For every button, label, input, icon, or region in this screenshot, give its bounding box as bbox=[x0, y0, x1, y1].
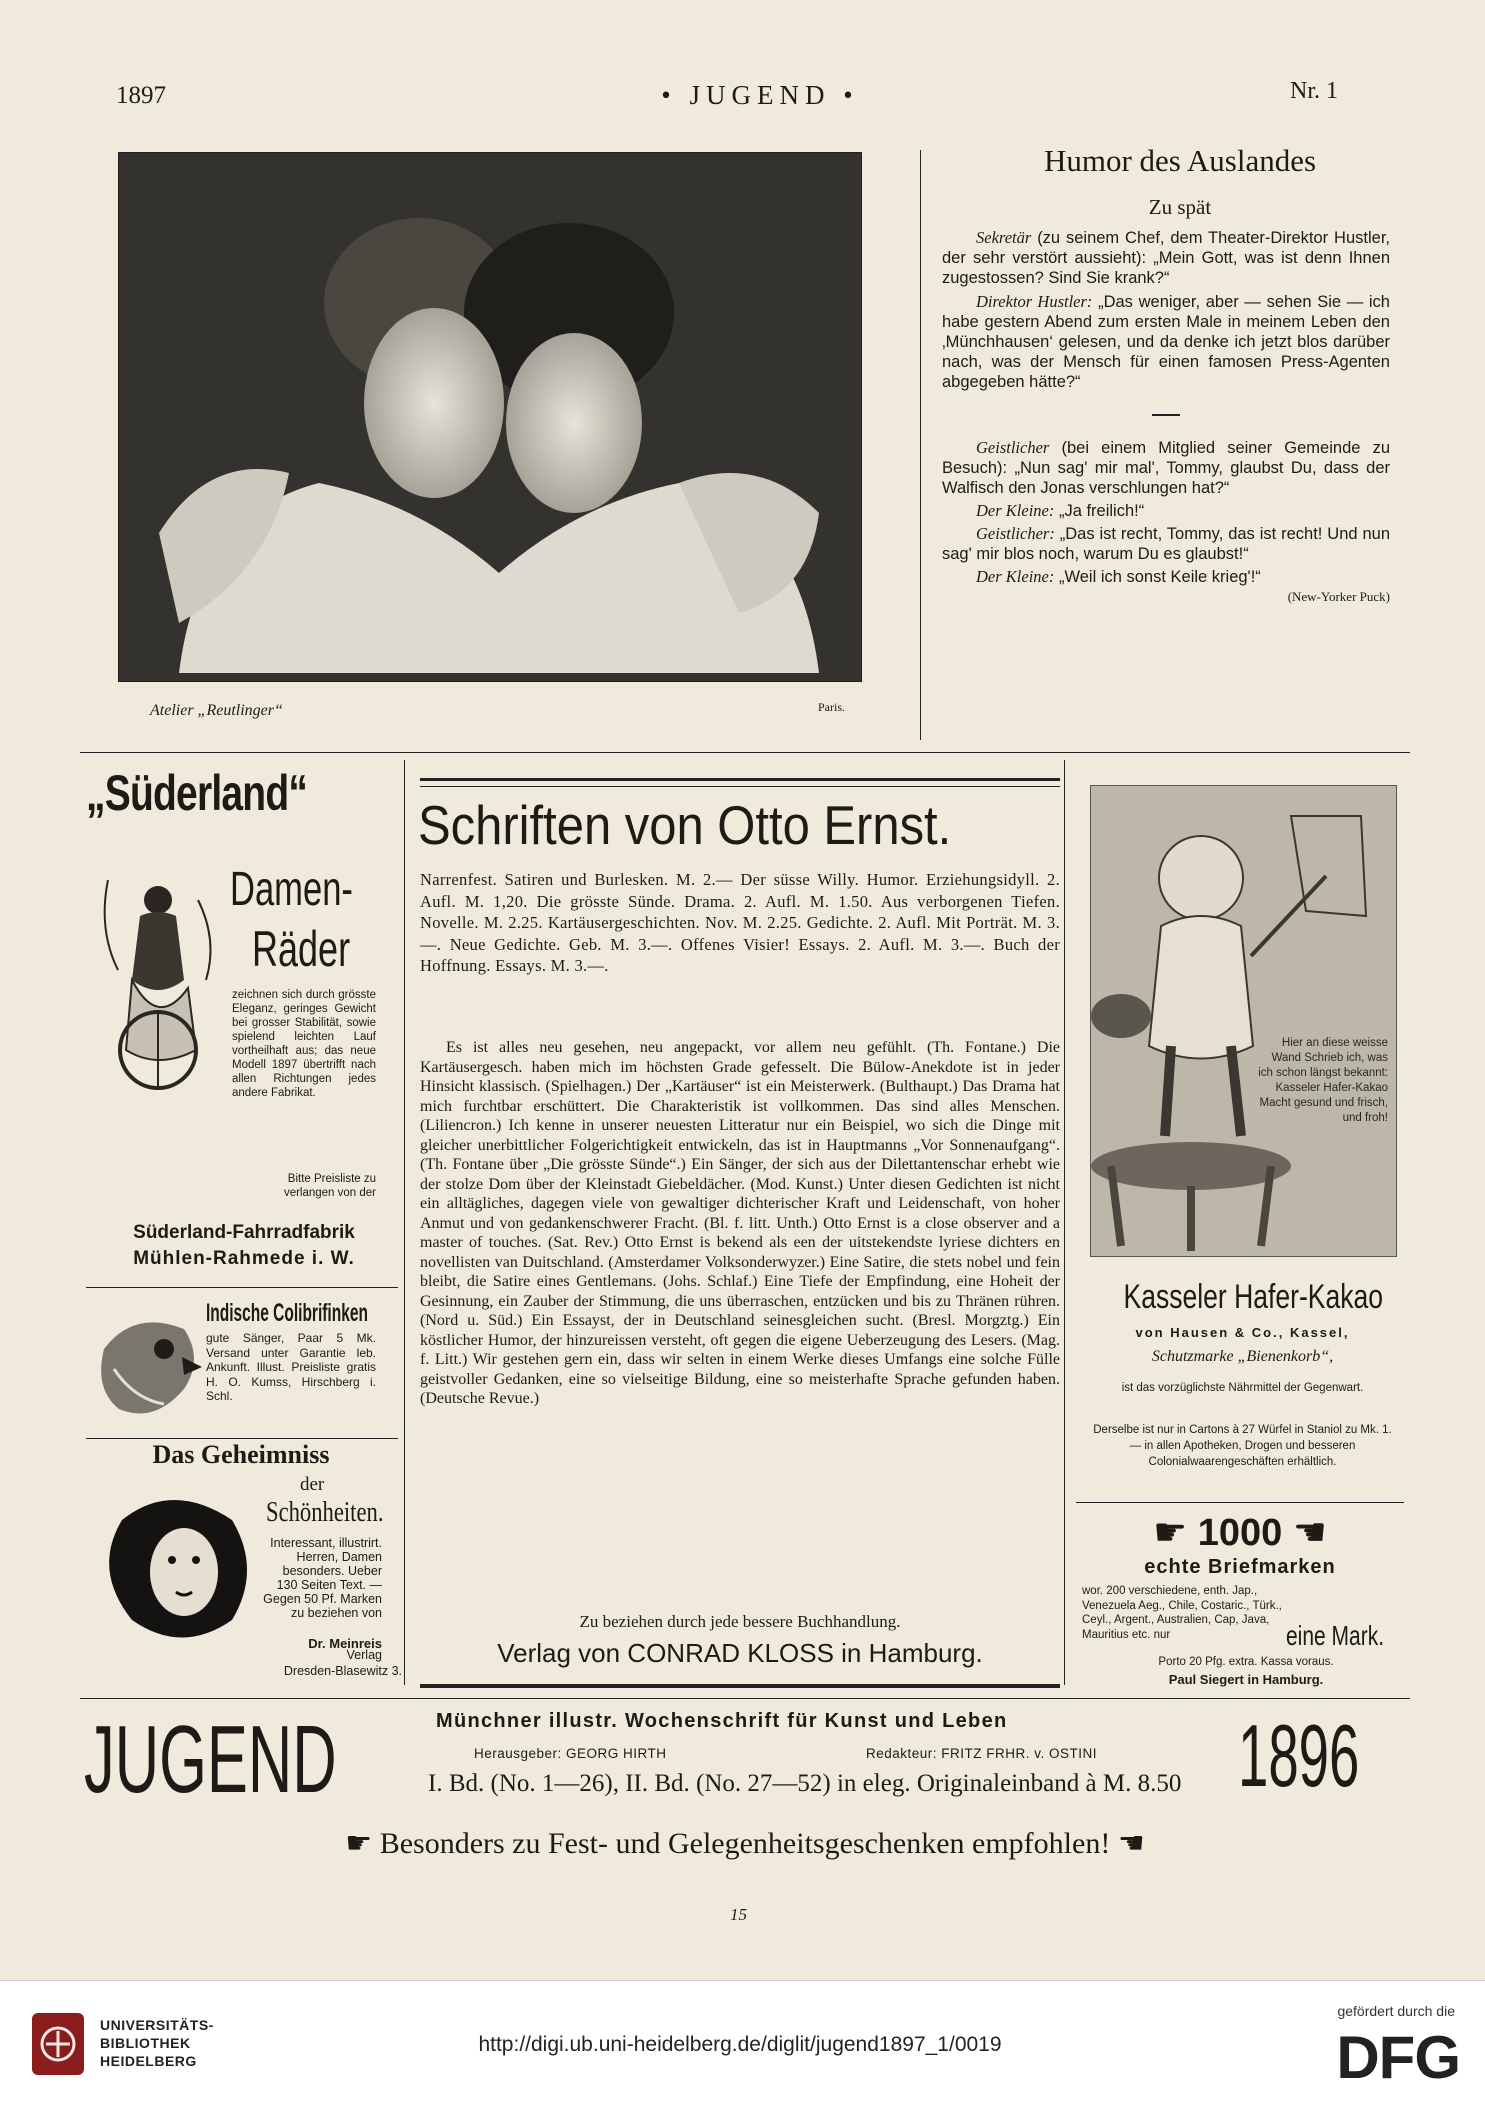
ad-divider bbox=[86, 1438, 398, 1439]
section-rule bbox=[80, 752, 1410, 753]
dfg-logo: DFG bbox=[1336, 2024, 1460, 2091]
ernst-top-rule bbox=[420, 778, 1060, 781]
jugend-word: JUGEND bbox=[84, 1706, 337, 1813]
bird-icon bbox=[94, 1309, 204, 1429]
suederland-brand: „Süderland“ bbox=[86, 765, 308, 821]
kakao-slogan: Hier an diese weisse Wand Schrieb ich, was ich schon längst bekannt: Kasseler Hafer-Kakao Macht gesund und frisch, und froh! bbox=[1258, 1037, 1388, 1124]
suederland-line2: Räder bbox=[252, 921, 351, 977]
dialogue: „Das ist recht, Tommy, das ist recht! Und nun sag' mir blos noch, warum Du es glaubst!“ bbox=[942, 525, 1391, 563]
header-title: • JUGEND • bbox=[661, 80, 859, 110]
suederland-body: zeichnen sich durch grösste Eleganz, geringes Gewicht bei grosser Stabilität, sowie spielend leichten Lauf vortheilhaft aus; das neue Modell 1897 übertrifft nach allen Richtungen jedes andere Fabrikat. bbox=[232, 989, 376, 1099]
woman-bicycle-icon bbox=[88, 860, 228, 1095]
speaker: Geistlicher: bbox=[976, 524, 1055, 543]
geheimniss-verlag: Verlag bbox=[346, 1648, 382, 1662]
dialogue: „Das weniger, aber — sehen Sie — ich habe gestern Abend zum ersten Male in meinem Leben den ‚Münchhausen‘ gelesen, und da denke ich jetzt blos darüber nach, was der Mensch für einen famosen Press-Agenten abgegeben hätte?“ bbox=[942, 293, 1390, 391]
footer-library2: BIBLIOTHEK bbox=[100, 2035, 191, 2051]
geheimniss-ad bbox=[80, 1440, 402, 1650]
header-year: 1897 bbox=[116, 82, 166, 109]
kakao-maker: von Hausen & Co., Kassel, bbox=[1135, 1325, 1350, 1340]
jugend-volumes: I. Bd. (No. 1—26), II. Bd. (No. 27—52) in eleg. Originaleinband à M. 8.50 bbox=[428, 1770, 1182, 1797]
kakao-trademark: Schutzmarke „Bienenkorb“, bbox=[1151, 1348, 1334, 1365]
footer-url[interactable]: http://digi.ub.uni-heidelberg.de/diglit/jugend1897_1/0019 bbox=[478, 2033, 1002, 2056]
kakao-title: Kasseler Hafer-Kakao bbox=[1123, 1278, 1383, 1316]
speaker: Der Kleine: bbox=[976, 567, 1055, 586]
speaker: Direktor Hustler: bbox=[976, 292, 1093, 311]
ernst-verlag: Verlag von CONRAD KLOSS in Hamburg. bbox=[497, 1638, 983, 1668]
child-painting-wall-icon bbox=[1091, 786, 1396, 1256]
pointing-hand-icon: ☛ bbox=[1153, 1512, 1198, 1554]
woman-portrait-icon bbox=[92, 1480, 262, 1650]
footer-library3: HEIDELBERG bbox=[100, 2053, 197, 2069]
footer-library1: UNIVERSITÄTS- bbox=[100, 2017, 214, 2033]
kakao-illustration bbox=[1090, 785, 1397, 1257]
speaker: Der Kleine: bbox=[976, 501, 1055, 520]
ernst-title: Schriften von Otto Ernst. bbox=[418, 794, 952, 856]
dialogue: „Weil ich sonst Keile krieg'!“ bbox=[1058, 568, 1261, 586]
ad-divider bbox=[86, 1287, 398, 1288]
marken-seller: Paul Siegert in Hamburg. bbox=[1168, 1672, 1324, 1687]
geheimniss-body: Interessant, illustrirt. Herren, Damen besonders. Ueber 130 Seiten Text. — Gegen 50 Pf. Marken zu beziehen von bbox=[263, 1536, 382, 1620]
ernst-bottom-rule bbox=[420, 1684, 1060, 1688]
jugend-year: 1896 bbox=[1238, 1706, 1360, 1805]
geheimniss-publisher: Dr. Meinreis bbox=[308, 1636, 382, 1651]
photo-credit-left: Atelier „Reutlinger“ bbox=[150, 702, 283, 719]
geheimniss-title: Das Geheimniss bbox=[152, 1440, 330, 1469]
humor-text bbox=[942, 228, 1390, 607]
speaker: Geistlicher bbox=[976, 438, 1050, 457]
university-seal-icon bbox=[28, 2009, 88, 2079]
separator bbox=[1152, 414, 1180, 416]
colibri-ad bbox=[80, 1295, 402, 1445]
jugend-editor-right: Redakteur: FRITZ FRHR. v. OSTINI bbox=[866, 1746, 1098, 1761]
column-divider bbox=[404, 760, 405, 1685]
column-divider bbox=[1064, 760, 1065, 1685]
jugend-tagline: Münchner illustr. Wochenschrift für Kunst und Leben bbox=[436, 1710, 1008, 1732]
geheimniss-der: der bbox=[300, 1474, 325, 1495]
ernst-top-rule bbox=[420, 786, 1060, 787]
marken-title: echte Briefmarken bbox=[1144, 1556, 1336, 1578]
jugend-editor-left: Herausgeber: GEORG HIRTH bbox=[474, 1746, 667, 1761]
jugend-recommend: Besonders zu Fest- und Gelegenheitsgeschenken empfohlen! bbox=[379, 1827, 1111, 1860]
pointing-hand-icon: ☛ bbox=[345, 1827, 380, 1860]
marken-porto: Porto 20 Pfg. extra. Kassa voraus. bbox=[1158, 1656, 1334, 1668]
suederland-company: Süderland-Fahrradfabrik bbox=[133, 1222, 355, 1243]
jugend-recommend-row bbox=[160, 1826, 1330, 1861]
header-issue: Nr. 1 bbox=[1290, 78, 1338, 104]
geheimniss-schoen: Schönheiten. bbox=[266, 1496, 384, 1528]
ernst-books: Narrenfest. Satiren und Burlesken. M. 2.— Der süsse Willy. Humor. Erziehungsidyll. 2. Aufl. M. 1,20. Die grösste Sünde. Drama. 2. Aufl. M. 1.50. Aus verborgenen Tiefen. Novelle. M. 2.25. Kartäusergeschichten. Nov. M. 2.25. Gedichte. 2. Aufl. Mit Porträt. M. 3.—. Neue Gedichte. Geb. M. 3.—. Offenes Visier! Essays. 2. Aufl. M. 3.—. Buch der Hoffnung. Essays. M. 3.—. bbox=[420, 870, 1060, 975]
geheimniss-place: Dresden-Blasewitz 3. bbox=[283, 1664, 402, 1678]
section-rule bbox=[80, 1698, 1410, 1699]
kakao-body2: Derselbe ist nur in Cartons à 27 Würfel in Staniol zu Mk. 1.— in allen Apotheken, Drogen und besseren Colonialwaarengeschäften erhältlich. bbox=[1093, 1424, 1392, 1468]
kakao-body1: ist das vorzüglichste Nährmittel der Gegenwart. bbox=[1121, 1382, 1364, 1394]
pointing-hand-icon: ☚ bbox=[1282, 1512, 1327, 1554]
marken-body: wor. 200 verschiedene, enth. Jap., Venezuela Aeg., Chile, Costaric., Türk., Ceyl., Argent., Australien, Cap, Java, Mauritius etc. nur bbox=[1082, 1585, 1282, 1641]
dialogue: (zu seinem Chef, dem Theater-Direktor Hustler, der sehr verstört aussieht): „Mein Gott, was ist denn Ihnen zugestossen? Sind Sie krank?“ bbox=[942, 229, 1390, 287]
suederland-line1: Damen- bbox=[230, 863, 353, 916]
marken-count-row bbox=[1076, 1510, 1404, 1555]
digitization-footer bbox=[0, 1980, 1485, 2116]
colibri-title: Indische Colibrifinken bbox=[206, 1299, 368, 1327]
portrait-photo bbox=[118, 152, 862, 682]
page-number: 15 bbox=[730, 1905, 747, 1924]
speaker: Sekretär bbox=[976, 228, 1032, 247]
pointing-hand-icon: ☚ bbox=[1110, 1827, 1145, 1860]
humor-subtitle: Zu spät bbox=[1148, 195, 1212, 219]
ernst-reviews: Es ist alles neu gesehen, neu angepackt, vor allem neu gefühlt. (Th. Fontane.) Die Kartäusergesch. haben mich im höchsten Grade gefesselt. Die Bülow-Anekdote ist in jeder Hinsicht klassisch. (Spielhagen.) Der „Kartäuser“ ist ein Meisterwerk. (Bulthaupt.) Das Drama hat mich furchtbar erschüttert. Die Charakteristik ist vollkommen. Das sind alles Menschen. (Liliencron.) Ich kenne in unserer neuesten Litteratur nur ein Beispiel, wo sich die Dinge mit gleicher unerbittlicher Folgerichtigkeit entwickeln, das ist in Hauptmanns „Vor Sonnenaufgang“. (Th. Fontane über „Die grösste Sünde“.) Ein Sänger, der sich aus der Dilettantenschar erhebt wie der stolze Dom über der Kleinstadt Giebeldächer. (Mod. Kunst.) Unter diesen Gedichten ist nicht ein alltägliches, dagegen viele von gewaltiger dichterischer Kraft und Leidenschaft, von hoher Anmut und von gedankenschwerer Fracht. (Bl. f. litt. Unth.) Otto Ernst is a close observer and a master of touches. (Sat. Rev.) Otto Ernst is bekend als een der uitstekendste lyriese dichters en novellisten van Duitschland. (Amsterdamer Volksonderwyzer.) Eine Satire, die stets nobel und fein bleibt, die Satire eines Gentlemans. (Johs. Schlaf.) Eine Tiefe der Empfindung, eine Hoheit der Gesinnung, ein Zauber der Stimmung, die uns überraschen, entzücken und bis zu Thränen rühren. (Nord u. Süd.) Ein Essayst, der in Deutschland seinesgleichen sucht. (Bresl. Morgztg.) Ein köstlicher Humor, der hinzureissen versteht, oft gegen die eigene Ueberzeugung des Lesers. (Mag. f. Litt.) Wir gestehen gern ein, dass wir selten in einem Werke dieses Umfangs eine solche Fülle geistvoller Gedanken, eine so vielseitige Bildung, eine so meisterhafte Sprache gefunden haben. (Deutsche Revue.) bbox=[420, 1039, 1060, 1407]
footer-funded: gefördert durch die bbox=[1337, 2003, 1455, 2019]
dialogue: „Ja freilich!“ bbox=[1058, 502, 1145, 520]
marken-price: eine Mark. bbox=[1286, 1620, 1385, 1651]
humor-source: (New-Yorker Puck) bbox=[1287, 589, 1390, 604]
two-women-photo-icon bbox=[119, 153, 861, 681]
suederland-price: Bitte Preisliste zu verlangen von der bbox=[283, 1173, 376, 1199]
suederland-ad bbox=[80, 760, 402, 1285]
humor-title: Humor des Auslandes bbox=[1043, 143, 1317, 178]
column-divider bbox=[920, 150, 921, 740]
ernst-buchhandlung: Zu beziehen durch jede bessere Buchhandlung. bbox=[579, 1612, 901, 1631]
dialogue: (bei einem Mitglied seiner Gemeinde zu Besuch): „Nun sag' mir mal', Tommy, glaubst Du, dass der Walfisch den Jonas verschlungen hat?“ bbox=[942, 439, 1390, 497]
photo-credit-right: Paris. bbox=[818, 700, 845, 714]
ad-divider bbox=[1076, 1502, 1404, 1503]
marken-count: 1000 bbox=[1197, 1512, 1283, 1554]
briefmarken-ad bbox=[1076, 1510, 1404, 1690]
suederland-location: Mühlen-Rahmede i. W. bbox=[133, 1248, 355, 1269]
colibri-body: gute Sänger, Paar 5 Mk. Versand unter Garantie leb. Ankunft. Illust. Preisliste gratis H. O. Kumss, Hirschberg i. Schl. bbox=[206, 1331, 376, 1403]
